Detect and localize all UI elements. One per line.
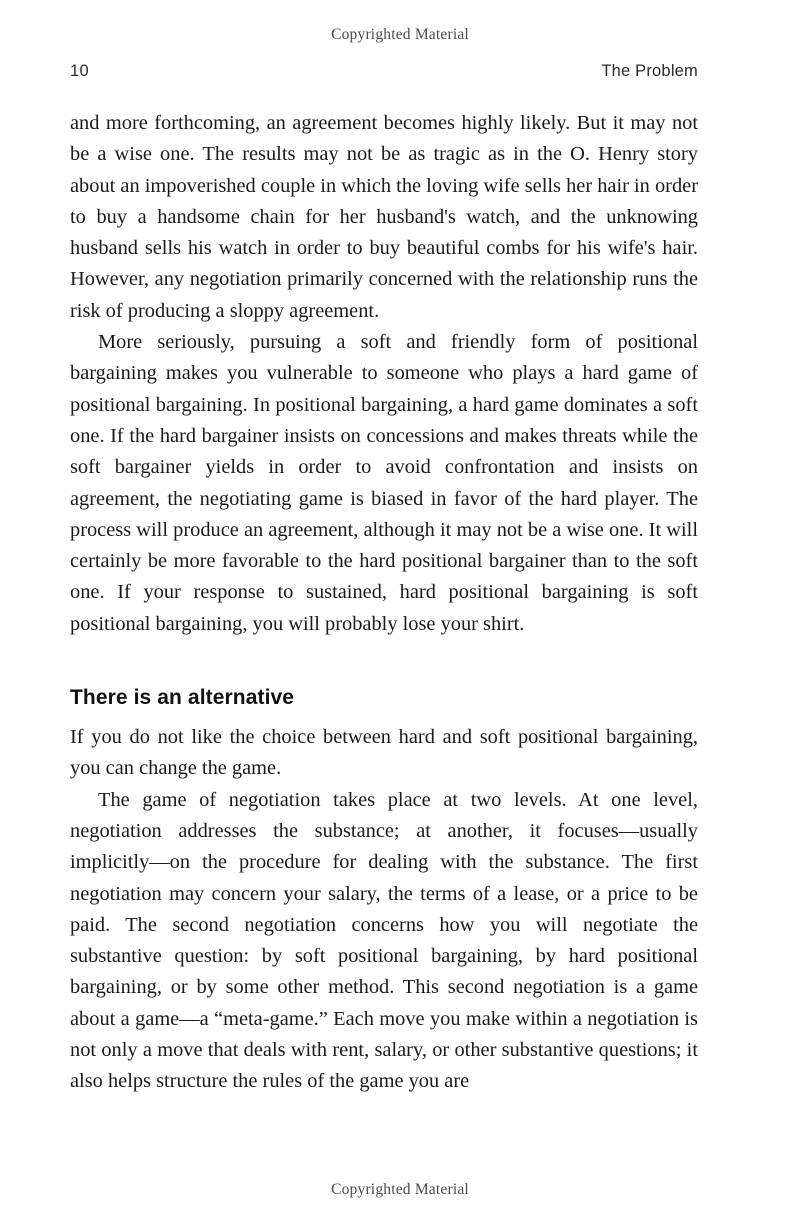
page-number: 10 <box>70 62 89 80</box>
paragraph-if-you-do-not-like: If you do not like the choice between hard and soft positional bargaining, you can change the game. <box>70 726 698 780</box>
section-heading-there-is-an-alternative: There is an alternative <box>70 686 295 710</box>
paragraph-game-of-negotiation: The game of negotiation takes place at two levels. At one level, negotiation addresses the substance; at another, it focuses—usually implicitly—on the procedure for dealing with the substance. The first negotiation may concern your salary, the terms of a lease, or a price to be paid. The second negotiation concerns how you will negotiate the substantive question: by soft positional bargaining, by hard positional bargaining, or by some other method. This second negotiation is a game about a game—a “meta-game.” Each move you make within a negotiation is not only a move that deals with rent, salary, or other substantive questions; it also helps structure the rules of the game you are <box>70 788 698 1093</box>
copyright-watermark-bottom: Copyrighted Material <box>331 1181 469 1198</box>
copyright-watermark-top: Copyrighted Material <box>331 26 469 43</box>
body-text-column <box>70 108 698 1098</box>
running-head <box>70 62 698 81</box>
paragraph-continued: and more forthcoming, an agreement becomes highly likely. But it may not be a wise one. The results may not be as tragic as in the O. Henry story about an impoverished couple in which the loving wife sells her hair in order to buy a handsome chain for her husband's watch, and the unknowing husband sells his watch in order to buy beautiful combs for his wife's hair. However, any negotiation primarily concerned with the relationship runs the risk of producing a sloppy agreement. <box>70 112 698 322</box>
chapter-title: The Problem <box>601 62 698 80</box>
paragraph-more-seriously: More seriously, pursuing a soft and friendly form of positional bargaining makes you vulnerable to someone who plays a hard game of positional bargaining. In positional bargaining, a hard game dominates a soft one. If the hard bargainer insists on concessions and makes threats while the soft bargainer yields in order to avoid confrontation and insists on agreement, the negotiating game is biased in favor of the hard player. The process will produce an agreement, although it may not be a wise one. It will certainly be more favorable to the hard positional bargainer than to the soft one. If your response to sustained, hard positional bargaining is soft positional bargaining, you will probably lose your shirt. <box>70 331 698 635</box>
